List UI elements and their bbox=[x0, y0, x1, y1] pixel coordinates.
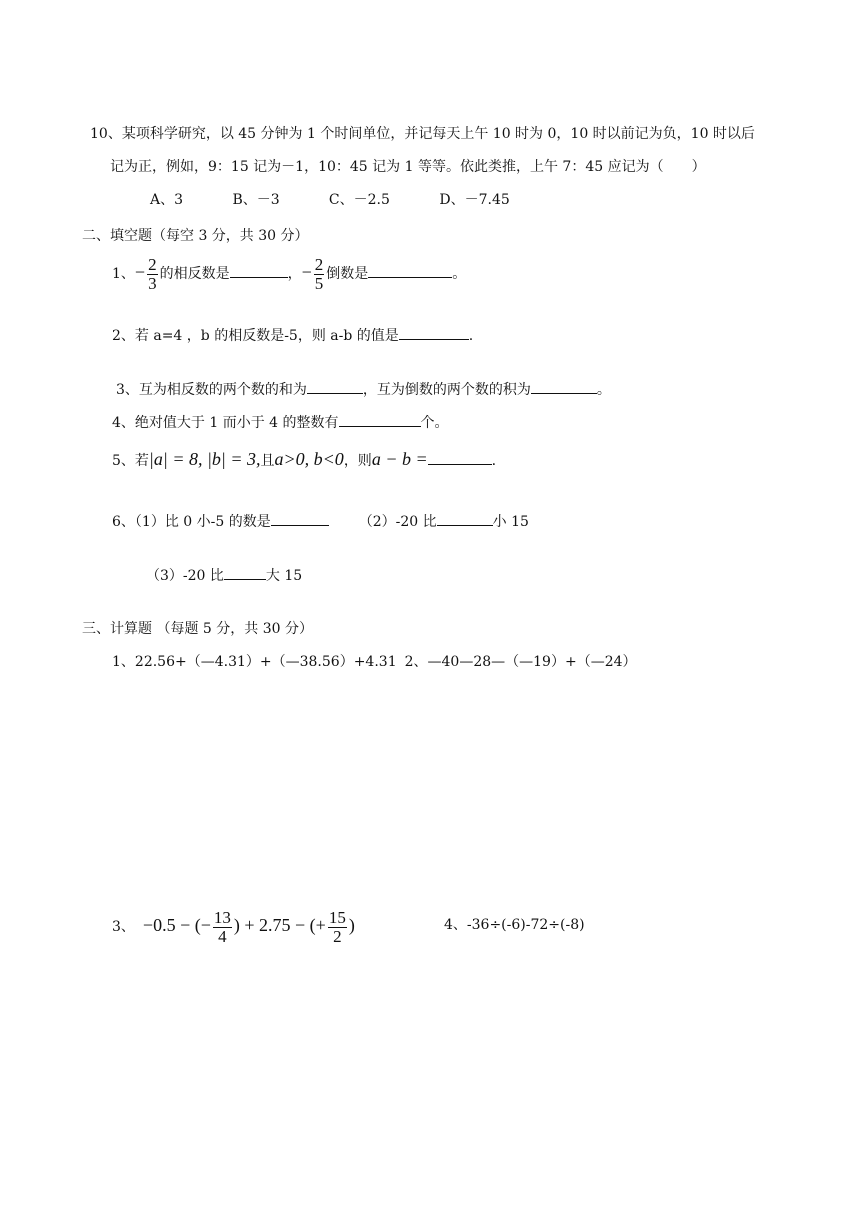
q4-text1: 4、绝对值大于 1 而小于 4 的整数有 bbox=[112, 415, 339, 431]
q6-text4: （3）-20 比 bbox=[146, 568, 224, 584]
q1-frac2-num: 2 bbox=[314, 254, 324, 274]
q5-blank[interactable] bbox=[428, 450, 492, 465]
q6-text1: 6、（1）比 0 小-5 的数是 bbox=[112, 514, 271, 530]
q1-text4: 。 bbox=[452, 266, 467, 282]
calc-q3-frac2 bbox=[328, 909, 347, 946]
q3-text2: ，互为倒数的两个数的积为 bbox=[362, 382, 531, 398]
q6-text5: 大 15 bbox=[265, 568, 303, 584]
calc-q2: 2、—40—28—（—19）+（—24） bbox=[404, 654, 637, 670]
q6-text3: 小 15 bbox=[492, 514, 529, 530]
q1-blank1[interactable] bbox=[230, 263, 288, 278]
q10-line2: 记为正，例如，9：15 记为－1，10：45 记为 1 等等。依此类推，上午 7：45 应记为（ ） bbox=[110, 159, 706, 175]
q3-text1: 3、互为相反数的两个数的和为 bbox=[116, 382, 307, 398]
q10-options bbox=[150, 190, 510, 210]
fill-q6b bbox=[146, 565, 302, 586]
q1-blank2[interactable] bbox=[368, 263, 452, 278]
q1-frac2 bbox=[314, 256, 325, 293]
calc-row1 bbox=[112, 652, 637, 672]
q6-text2: （2）-20 比 bbox=[358, 514, 437, 530]
q5-text-and: 且 bbox=[260, 453, 275, 469]
fill-q2 bbox=[112, 325, 473, 346]
q6-blank2[interactable] bbox=[437, 511, 493, 526]
q5-math3: a − b = bbox=[371, 449, 428, 469]
q6-blank3[interactable] bbox=[224, 565, 266, 580]
q2-text: 2、若 a=4 ，b 的相反数是-5，则 a-b 的值是 bbox=[112, 328, 399, 344]
fill-q5 bbox=[112, 446, 496, 474]
q4-text2: 个。 bbox=[420, 415, 449, 431]
option-c: C、－2.5 bbox=[328, 192, 390, 208]
q1-text2: ， bbox=[287, 266, 302, 282]
q2-end: . bbox=[468, 328, 474, 344]
calc-q3-frac1-den: 4 bbox=[218, 926, 227, 946]
calc-q3-part-a: −0.5 − (− bbox=[142, 915, 211, 935]
q2-blank[interactable] bbox=[399, 325, 469, 340]
q1-frac1 bbox=[147, 256, 158, 293]
q1-frac1-num: 2 bbox=[148, 254, 157, 274]
q1-frac2-den: 5 bbox=[314, 273, 324, 293]
option-b: B、－3 bbox=[232, 192, 280, 208]
calc-q3 bbox=[112, 903, 355, 949]
fill-q4 bbox=[112, 412, 449, 433]
q1-frac1-sign: − bbox=[134, 262, 146, 282]
option-a: A、3 bbox=[150, 192, 184, 208]
q1-text1: 的相反数是 bbox=[159, 266, 230, 282]
calc-q4: 4、-36÷(-6)-72÷(-8) bbox=[444, 917, 585, 933]
q3-text3: 。 bbox=[596, 382, 611, 398]
q5-math1: |a| = 8, |b| = 3, bbox=[148, 449, 261, 469]
q5-math2: a>0, b<0 bbox=[274, 449, 344, 469]
fill-q1 bbox=[112, 252, 466, 294]
q1-text3: 倒数是 bbox=[326, 266, 369, 282]
calc-q3-frac2-num: 15 bbox=[328, 907, 346, 927]
q1-frac2-sign: − bbox=[301, 262, 312, 282]
section2-heading: 二、填空题（每空 3 分，共 30 分） bbox=[82, 228, 309, 244]
calc-q3-frac1-num: 13 bbox=[213, 907, 231, 927]
q1-frac1-den: 3 bbox=[148, 273, 157, 293]
option-d: D、－7.45 bbox=[439, 192, 510, 208]
q6-blank1[interactable] bbox=[271, 511, 329, 526]
q3-blank2[interactable] bbox=[531, 379, 597, 394]
q5-end: . bbox=[491, 453, 497, 469]
fill-q3 bbox=[116, 379, 611, 400]
calc-q1: 1、22.56+（—4.31）+（—38.56）+4.31 bbox=[112, 654, 397, 670]
q1-prefix: 1、 bbox=[112, 266, 135, 282]
q4-blank[interactable] bbox=[339, 412, 421, 427]
calc-q3-frac1 bbox=[213, 909, 232, 946]
calc-q3-part-c: ) bbox=[348, 915, 355, 935]
calc-q3-prefix: 3、 bbox=[112, 919, 135, 935]
calc-q3-frac2-den: 2 bbox=[333, 926, 342, 946]
q3-blank1[interactable] bbox=[307, 379, 363, 394]
calc-q3-part-b: ) + 2.75 − (+ bbox=[233, 915, 326, 935]
q5-prefix: 5、若 bbox=[112, 453, 149, 469]
q5-text-then: ，则 bbox=[343, 453, 372, 469]
section3-heading: 三、计算题 （每题 5 分，共 30 分） bbox=[82, 621, 313, 637]
q10-line1: 10、某项科学研究，以 45 分钟为 1 个时间单位，并记每天上午 10 时为 0，10 时以前记为负，10 时以后 bbox=[90, 126, 755, 142]
fill-q6a bbox=[112, 511, 529, 532]
